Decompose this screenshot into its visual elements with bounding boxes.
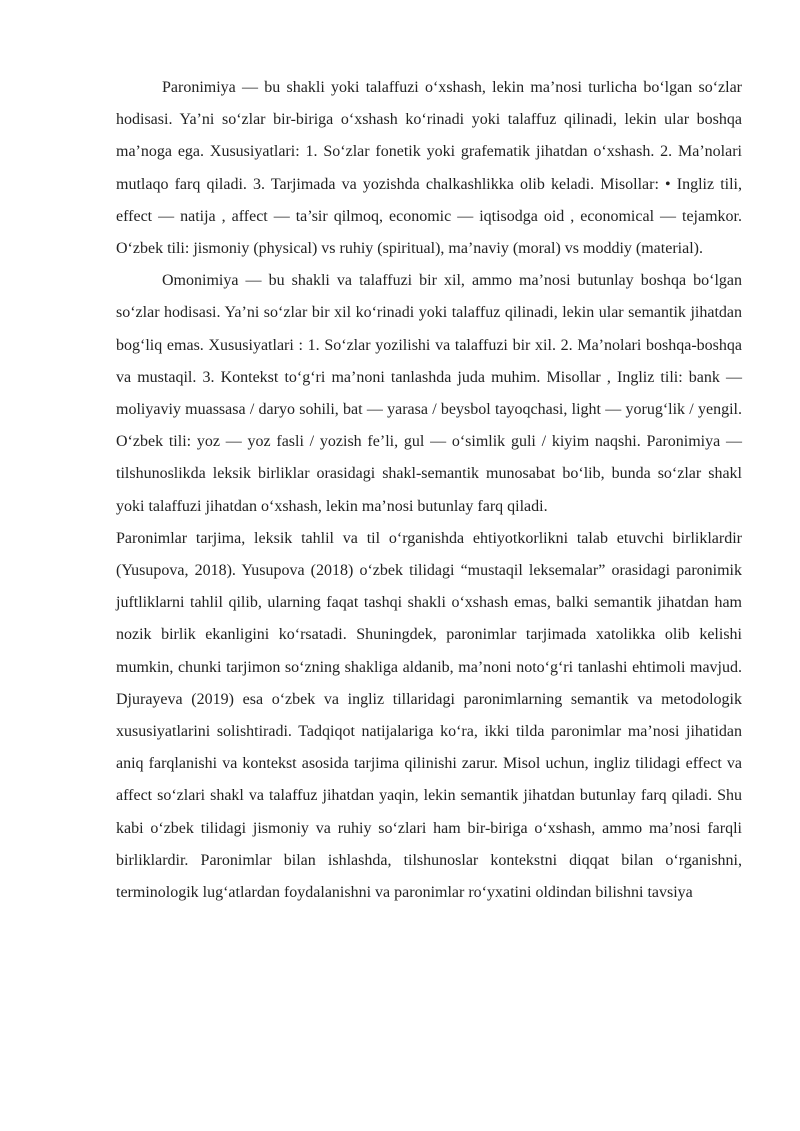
- document-page: [116, 72, 742, 909]
- paragraph-omonimiya: Omonimiya — bu shakli va talaffuzi bir xil, ammo ma’nosi butunlay boshqa bo‘lgan so‘zlar hodisasi. Ya’ni so‘zlar bir xil ko‘rinadi yoki talaffuz qilinadi, lekin ular semantik jihatdan bog‘liq emas. Xususiyatlari : 1. So‘zlar yozilishi va talaffuzi bir xil. 2. Ma’nolari boshqa-boshqa va mustaqil. 3. Kontekst to‘g‘ri ma’noni tanlashda juda muhim. Misollar , Ingliz tili: bank — moliyaviy muassasa / daryo sohili, bat — yarasa / beysbol tayoqchasi, light — yorug‘lik / yengil. O‘zbek tili: yoz — yoz fasli / yozish fe’li, gul — o‘simlik guli / kiyim naqshi. Paronimiya — tilshunoslikda leksik birliklar orasidagi shakl-semantik munosabat bo‘lib, bunda so‘zlar shakl yoki talaffuzi jihatdan o‘xshash, lekin ma’nosi butunlay farq qiladi.: [116, 272, 742, 515]
- paragraph-paronimlar: Paronimlar tarjima, leksik tahlil va til o‘rganishda ehtiyotkorlikni talab etuvchi birliklardir (Yusupova, 2018). Yusupova (2018) o‘zbek tilidagi “mustaqil leksemalar” orasidagi paronimik juftliklarni tahlil qilib, ularning faqat tashqi shakli o‘xshash emas, balki semantik jihatdan ham nozik birlik ekanligini ko‘rsatadi. Shuningdek, paronimlar tarjimada xatolikka olib kelishi mumkin, chunki tarjimon so‘zning shakliga aldanib, ma’noni noto‘g‘ri tanlashi ehtimoli mavjud. Djurayeva (2019) esa o‘zbek va ingliz tillaridagi paronimlarning semantik va metodologik xususiyatlarini solishtiradi. Tadqiqot natijalariga ko‘ra, ikki tilda paronimlar ma’nosi jihatidan aniq farqlanishi va kontekst asosida tarjima qilinishi zarur. Misol uchun, ingliz tilidagi effect va affect so‘zlari shakl va talaffuz jihatdan yaqin, lekin semantik jihatdan butunlay farq qiladi. Shu kabi o‘zbek tilidagi jismoniy va ruhiy so‘zlari ham bir-biriga o‘xshash, ammo ma’nosi farqli birliklardir. Paronimlar bilan ishlashda, tilshunoslar kontekstni diqqat bilan o‘rganishni, terminologik lug‘atlardan foydalanishni va paronimlar ro‘yxatini oldindan bilishni tavsiya: [116, 529, 742, 902]
- paragraph-paronimiya: Paronimiya — bu shakli yoki talaffuzi o‘xshash, lekin ma’nosi turlicha bo‘lgan so‘zlar hodisasi. Ya’ni so‘zlar bir-biriga o‘xshash ko‘rinadi yoki talaffuz qilinadi, lekin ular boshqa ma’noga ega. Xususiyatlari: 1. So‘zlar fonetik yoki grafematik jihatdan o‘xshash. 2. Ma’nolari mutlaqo farq qiladi. 3. Tarjimada va yozishda chalkashlikka olib keladi. Misollar: • Ingliz tili, effect — natija , affect — ta’sir qilmoq, economic — iqtisodga oid , economical — tejamkor. O‘zbek tili: jismoniy (physical) vs ruhiy (spiritual), ma’naviy (moral) vs moddiy (material).: [116, 79, 742, 258]
